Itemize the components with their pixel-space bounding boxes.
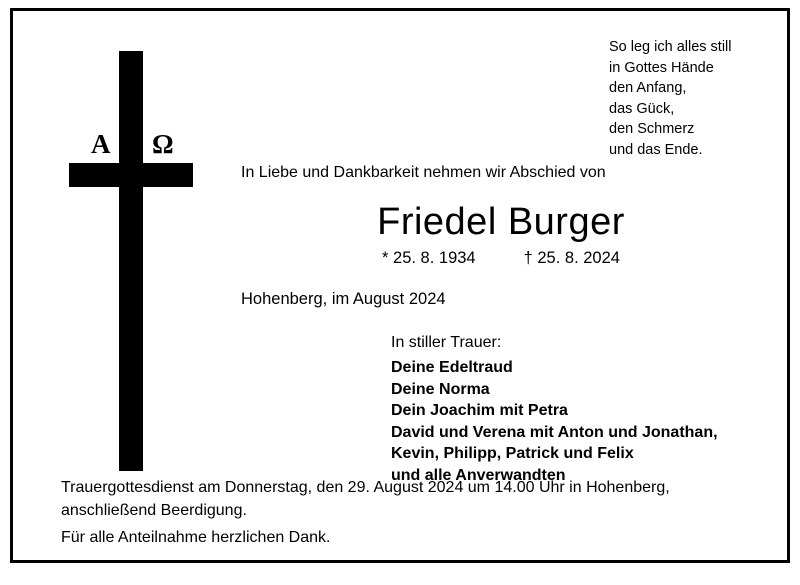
mourners-block <box>391 332 718 486</box>
mourners-heading: In stiller Trauer: <box>391 334 502 351</box>
mourner-line: Deine Norma <box>391 380 490 398</box>
birth-date: * 25. 8. 1934 <box>382 249 476 267</box>
mourner-line: David und Verena mit Anton und Jonathan, <box>391 423 718 441</box>
service-details <box>61 477 761 550</box>
mourner-line: Kevin, Philipp, Patrick und Felix <box>391 445 634 463</box>
cross-icon <box>61 51 201 471</box>
mourner-line: Deine Edeltraud <box>391 359 513 377</box>
farewell-lead-line: In Liebe und Dankbarkeit nehmen wir Abschied von <box>241 164 606 181</box>
mourner-line: und alle Anverwandten <box>391 466 566 484</box>
deceased-name: Friedel Burger <box>377 201 625 243</box>
verse-line: den Anfang, <box>609 80 687 97</box>
cross-vertical-bar <box>119 51 143 471</box>
death-date: † 25. 8. 2024 <box>523 249 620 267</box>
memorial-verse <box>609 37 789 160</box>
verse-line: So leg ich alles still <box>609 39 732 55</box>
verse-line: und das Ende. <box>609 141 703 158</box>
thanks-line: Für alle Anteilnahme herzlichen Dank. <box>61 529 331 547</box>
omega-symbol: Ω <box>152 129 174 159</box>
alpha-symbol: A <box>91 129 111 159</box>
place-and-date: Hohenberg, im August 2024 <box>241 290 446 308</box>
notice-border <box>10 8 790 563</box>
mourner-line: Dein Joachim mit Petra <box>391 402 568 420</box>
verse-line: den Schmerz <box>609 121 695 138</box>
verse-line: das Gück, <box>609 100 675 117</box>
verse-line: in Gottes Hände <box>609 59 714 76</box>
cross-horizontal-bar <box>69 163 193 187</box>
service-line: anschließend Beerdigung. <box>61 501 247 519</box>
life-dates <box>241 249 761 268</box>
service-line: Trauergottesdienst am Donnerstag, den 29. August 2024 um 14.00 Uhr in Hohenberg, <box>61 479 670 496</box>
